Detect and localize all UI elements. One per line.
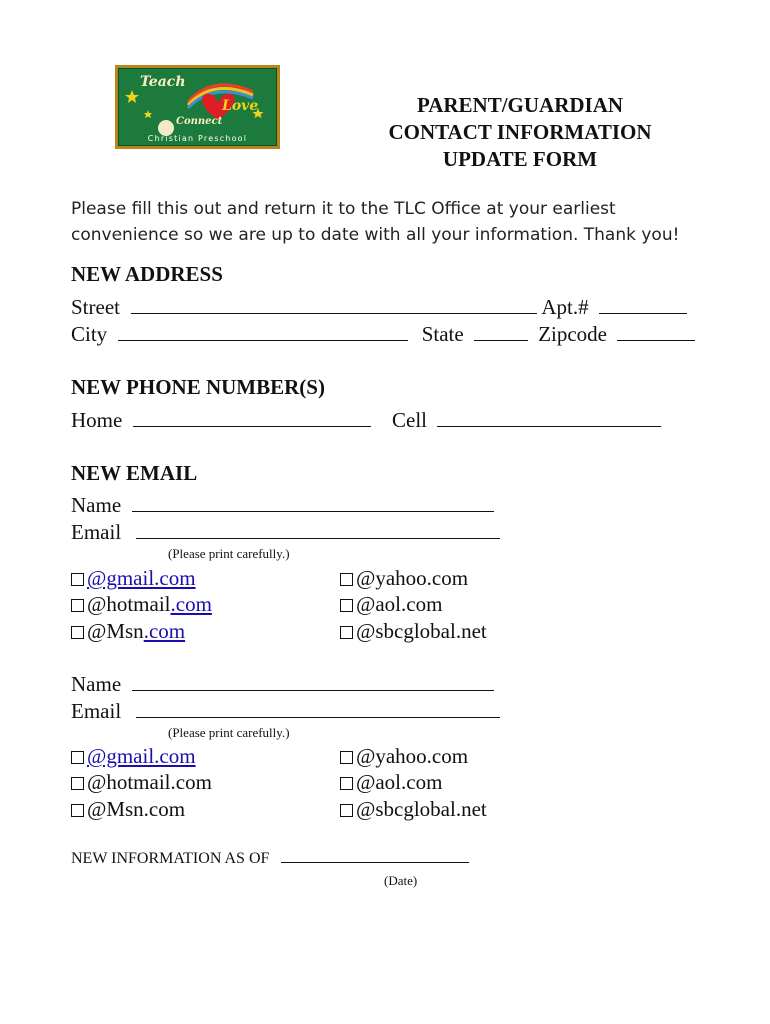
checkbox-icon[interactable]	[340, 599, 353, 612]
option-yahoo-2[interactable]	[340, 744, 468, 769]
state-field[interactable]	[474, 340, 528, 341]
option-msn-1[interactable]	[71, 619, 185, 644]
option-sbcglobal-1[interactable]	[340, 619, 487, 644]
name-label: Name	[71, 493, 122, 517]
option-yahoo-1[interactable]	[340, 566, 468, 591]
date-field[interactable]	[281, 862, 469, 863]
email-label: Email	[71, 520, 122, 544]
email-row-2	[71, 699, 500, 724]
name-row-2	[71, 672, 494, 697]
option-yahoo-label: @yahoo.com	[356, 566, 469, 590]
name-row-1	[71, 493, 494, 518]
intro-text	[71, 196, 679, 248]
option-hotmail-label: @hotmail.com	[87, 770, 212, 794]
zipcode-label: Zipcode	[538, 322, 607, 346]
form-title	[370, 92, 670, 173]
option-aol-label: @aol.com	[356, 770, 443, 794]
email-field-2[interactable]	[136, 717, 500, 718]
checkbox-icon[interactable]	[71, 777, 84, 790]
zipcode-field[interactable]	[617, 340, 695, 341]
checkbox-icon[interactable]	[340, 804, 353, 817]
checkbox-icon[interactable]	[340, 626, 353, 639]
option-hotmail-2[interactable]	[71, 770, 212, 795]
option-aol-2[interactable]	[340, 770, 442, 795]
date-note: (Date)	[384, 873, 418, 888]
option-msn-2[interactable]	[71, 797, 185, 822]
intro-line-1: Please fill this out and return it to the TLC Office at your earliest	[71, 199, 616, 219]
checkbox-icon[interactable]	[340, 573, 353, 586]
print-note-2: (Please print carefully.)	[168, 725, 290, 740]
title-line-1: PARENT/GUARDIAN	[416, 93, 624, 117]
city-label: City	[71, 322, 108, 346]
option-gmail-1[interactable]	[71, 566, 196, 591]
name-field-2[interactable]	[132, 690, 494, 691]
option-gmail-label[interactable]: @gmail.com	[87, 566, 196, 590]
address-heading: NEW ADDRESS	[71, 262, 223, 286]
email-label: Email	[71, 699, 122, 723]
checkbox-icon[interactable]	[340, 777, 353, 790]
city-field[interactable]	[118, 340, 408, 341]
logo-word-teach: Teach	[140, 74, 186, 90]
checkbox-icon[interactable]	[71, 804, 84, 817]
new-info-row	[71, 850, 469, 868]
home-row	[71, 408, 371, 433]
option-hotmail-label: @hotmail	[87, 592, 171, 616]
apt-label: Apt.#	[541, 295, 589, 319]
state-label: State	[421, 322, 464, 346]
checkbox-icon[interactable]	[71, 626, 84, 639]
option-msn-label: @Msn	[87, 619, 144, 643]
option-gmail-2[interactable]	[71, 744, 196, 769]
checkbox-icon[interactable]	[340, 751, 353, 764]
title-line-2: CONTACT INFORMATION	[388, 120, 652, 144]
email-row-1	[71, 520, 500, 545]
title-line-3: UPDATE FORM	[442, 147, 598, 171]
phone-heading: NEW PHONE NUMBER(S)	[71, 375, 325, 399]
print-note-1: (Please print carefully.)	[168, 546, 290, 561]
home-phone-field[interactable]	[133, 426, 371, 427]
street-row	[71, 295, 687, 320]
checkbox-icon[interactable]	[71, 751, 84, 764]
logo-subtitle: Christian Preschool	[147, 134, 248, 143]
option-sbcglobal-label: @sbcglobal.net	[356, 797, 487, 821]
option-msn-link[interactable]: .com	[143, 619, 186, 643]
cell-row	[392, 408, 661, 433]
option-msn-label: @Msn.com	[87, 797, 186, 821]
option-gmail-label[interactable]: @gmail.com	[87, 744, 196, 768]
home-label: Home	[71, 408, 123, 432]
cell-label: Cell	[392, 408, 427, 432]
new-info-label: NEW INFORMATION AS OF	[71, 850, 270, 867]
email-heading: NEW EMAIL	[71, 461, 198, 485]
option-sbcglobal-label: @sbcglobal.net	[356, 619, 487, 643]
option-hotmail-1[interactable]	[71, 592, 212, 617]
checkbox-icon[interactable]	[71, 573, 84, 586]
intro-line-2: convenience so we are up to date with all your information. Thank you!	[71, 225, 680, 245]
apt-field[interactable]	[599, 313, 687, 314]
logo-word-love: Love	[222, 98, 259, 114]
option-aol-label: @aol.com	[356, 592, 443, 616]
school-logo	[115, 65, 280, 149]
option-sbcglobal-2[interactable]	[340, 797, 487, 822]
city-row	[71, 322, 695, 347]
street-field[interactable]	[131, 313, 537, 314]
option-yahoo-label: @yahoo.com	[356, 744, 469, 768]
name-field-1[interactable]	[132, 511, 494, 512]
name-label: Name	[71, 672, 122, 696]
logo-word-connect: Connect	[176, 116, 223, 127]
checkbox-icon[interactable]	[71, 599, 84, 612]
cell-phone-field[interactable]	[437, 426, 661, 427]
option-hotmail-link[interactable]: .com	[170, 592, 212, 616]
street-label: Street	[71, 295, 120, 319]
email-field-1[interactable]	[136, 538, 500, 539]
option-aol-1[interactable]	[340, 592, 442, 617]
